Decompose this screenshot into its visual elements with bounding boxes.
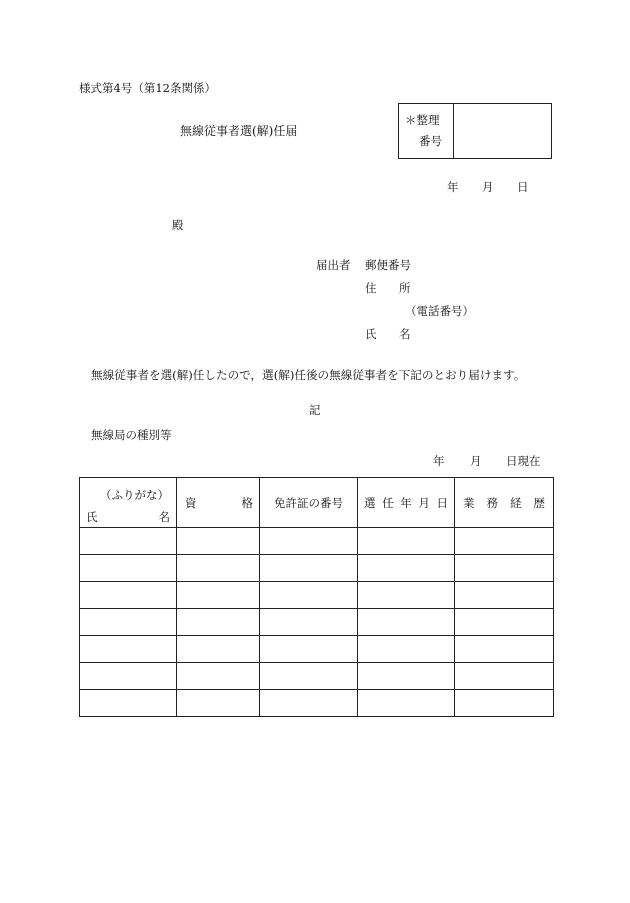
postal-code-label: 郵便番号	[365, 258, 411, 272]
reference-label-line2: 番号	[419, 133, 442, 148]
address-label-2: 所	[399, 281, 411, 295]
cell-work-history[interactable]	[455, 636, 554, 663]
date-day-label: 日	[517, 180, 529, 194]
table-row	[80, 663, 554, 690]
address-label-1: 住	[365, 281, 377, 295]
cell-work-history[interactable]	[455, 609, 554, 636]
name-label-1: 氏	[365, 327, 377, 341]
phone-label: （電話番号）	[405, 304, 474, 318]
cell-work-history[interactable]	[455, 690, 554, 717]
cell-appointment-date[interactable]	[358, 636, 455, 663]
cell-qualification[interactable]	[177, 609, 260, 636]
table-row	[80, 555, 554, 582]
header-furigana: （ふりがな）	[100, 488, 169, 502]
reference-number-field[interactable]	[454, 104, 551, 158]
statement-text: 無線従事者を選(解)任したので，選(解)任後の無線従事者を下記のとおり届けます。	[91, 368, 526, 382]
as-of-day-label: 日現在	[506, 454, 541, 468]
name-label-2: 名	[399, 327, 411, 341]
reference-label-line1: ＊整理	[405, 113, 440, 127]
cell-license-number[interactable]	[260, 528, 358, 555]
appointee-table	[79, 477, 554, 717]
cell-work-history[interactable]	[455, 582, 554, 609]
ki-heading: 記	[309, 403, 321, 417]
cell-name[interactable]	[80, 528, 177, 555]
cell-name[interactable]	[80, 555, 177, 582]
header-work-history: 業 務 経 歴	[455, 478, 554, 528]
document-title: 無線従事者選(解)任届	[180, 124, 298, 138]
cell-name[interactable]	[80, 636, 177, 663]
cell-qualification[interactable]	[177, 582, 260, 609]
addressee-suffix: 殿	[172, 218, 184, 232]
cell-qualification[interactable]	[177, 636, 260, 663]
cell-appointment-date[interactable]	[358, 663, 455, 690]
cell-license-number[interactable]	[260, 663, 358, 690]
header-qualification: 資 格	[177, 478, 260, 528]
notifier-label: 届出者	[316, 258, 351, 272]
form-number: 様式第4号（第12条関係）	[79, 81, 216, 95]
cell-name[interactable]	[80, 582, 177, 609]
as-of-month-label: 月	[470, 454, 482, 468]
header-license-number: 免許証の番号	[260, 478, 358, 528]
cell-license-number[interactable]	[260, 582, 358, 609]
cell-qualification[interactable]	[177, 555, 260, 582]
cell-appointment-date[interactable]	[358, 609, 455, 636]
station-type-label: 無線局の種別等	[91, 428, 172, 442]
header-appointment-date: 選 任 年 月 日	[358, 478, 455, 528]
cell-work-history[interactable]	[455, 663, 554, 690]
cell-appointment-date[interactable]	[358, 582, 455, 609]
cell-appointment-date[interactable]	[358, 690, 455, 717]
cell-license-number[interactable]	[260, 690, 358, 717]
cell-appointment-date[interactable]	[358, 528, 455, 555]
cell-name[interactable]	[80, 690, 177, 717]
cell-name[interactable]	[80, 663, 177, 690]
cell-work-history[interactable]	[455, 555, 554, 582]
table-row	[80, 690, 554, 717]
cell-qualification[interactable]	[177, 528, 260, 555]
cell-work-history[interactable]	[455, 528, 554, 555]
table-row	[80, 609, 554, 636]
cell-license-number[interactable]	[260, 609, 358, 636]
as-of-year-label: 年	[433, 454, 445, 468]
reference-number-label	[399, 104, 454, 158]
cell-qualification[interactable]	[177, 663, 260, 690]
cell-qualification[interactable]	[177, 690, 260, 717]
header-name-2: 名	[158, 510, 170, 524]
header-name	[80, 478, 177, 528]
date-month-label: 月	[482, 180, 494, 194]
table-header-row	[80, 478, 554, 528]
reference-number-box	[398, 103, 552, 159]
table-row	[80, 582, 554, 609]
date-year-label: 年	[447, 180, 459, 194]
header-name-1: 氏	[86, 510, 98, 524]
cell-appointment-date[interactable]	[358, 555, 455, 582]
table-row	[80, 636, 554, 663]
table-row	[80, 528, 554, 555]
cell-license-number[interactable]	[260, 636, 358, 663]
cell-name[interactable]	[80, 609, 177, 636]
cell-license-number[interactable]	[260, 555, 358, 582]
